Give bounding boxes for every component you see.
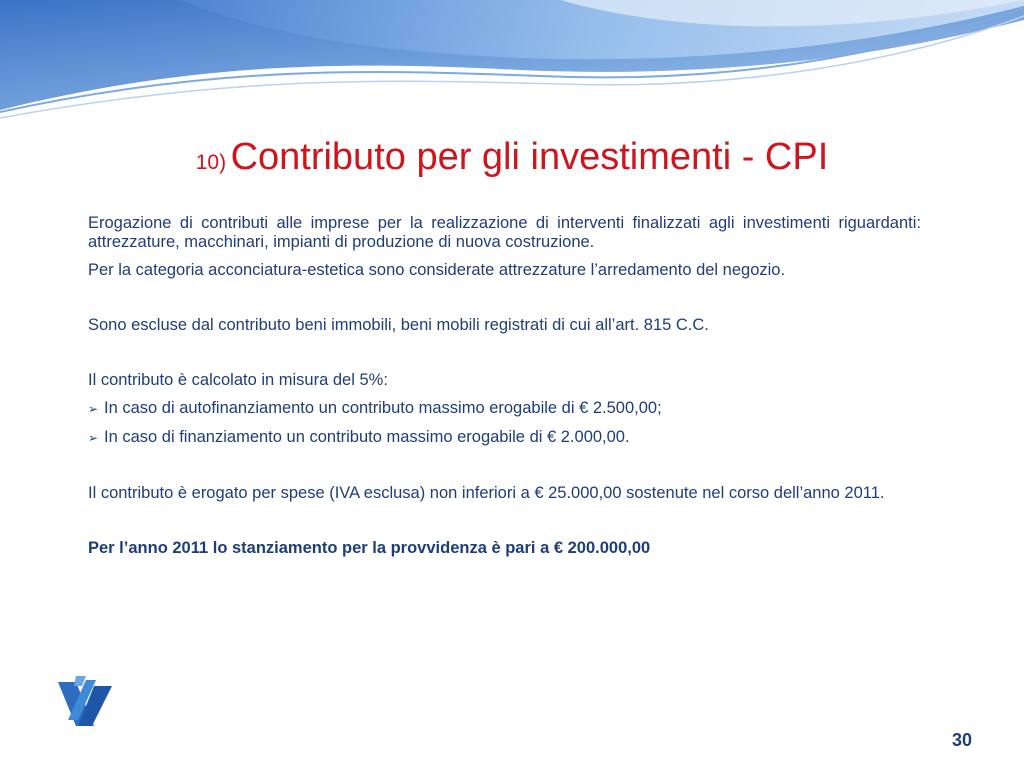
slide-title xyxy=(0,136,1024,179)
bullet-text: In caso di finanziamento un contributo massimo erogabile di € 2.000,00. xyxy=(104,428,630,446)
bullet-autofinanziamento xyxy=(88,399,921,419)
slide-body xyxy=(88,214,921,558)
paragraph-esclusioni: Sono escluse dal contributo beni immobili, beni mobili registrati di cui all’art. 815 C.C. xyxy=(88,316,709,334)
header-wave-decoration xyxy=(0,0,1024,140)
organization-logo-icon xyxy=(56,676,116,732)
title-number: 10) xyxy=(195,151,227,174)
bullet-finanziamento xyxy=(88,428,921,448)
paragraph-stanziamento: Per l’anno 2011 lo stanziamento per la provvidenza è pari a € 200.000,00 xyxy=(88,539,651,557)
title-text: Contributo per gli investimenti - CPI xyxy=(230,136,829,178)
arrow-bullet-icon: ➢ xyxy=(88,402,99,416)
paragraph-acconciatura: Per la categoria acconciatura-estetica sono considerate attrezzature l’arredamento del negozio. xyxy=(88,261,786,279)
page-number: 30 xyxy=(951,730,972,750)
bullet-text: In caso di autofinanziamento un contributo massimo erogabile di € 2.500,00; xyxy=(104,399,662,417)
paragraph-calcolo: Il contributo è calcolato in misura del 5%: xyxy=(88,371,388,389)
paragraph-spese: Il contributo è erogato per spese (IVA esclusa) non inferiori a € 25.000,00 sostenute nel corso dell’anno 2011. xyxy=(88,484,885,502)
arrow-bullet-icon: ➢ xyxy=(88,431,99,445)
paragraph-erogazione: Erogazione di contributi alle imprese per la realizzazione di interventi finalizzati agli investimenti riguardanti: attrezzature, macchinari, impianti di produzione di nuova costruzione. xyxy=(88,214,921,251)
